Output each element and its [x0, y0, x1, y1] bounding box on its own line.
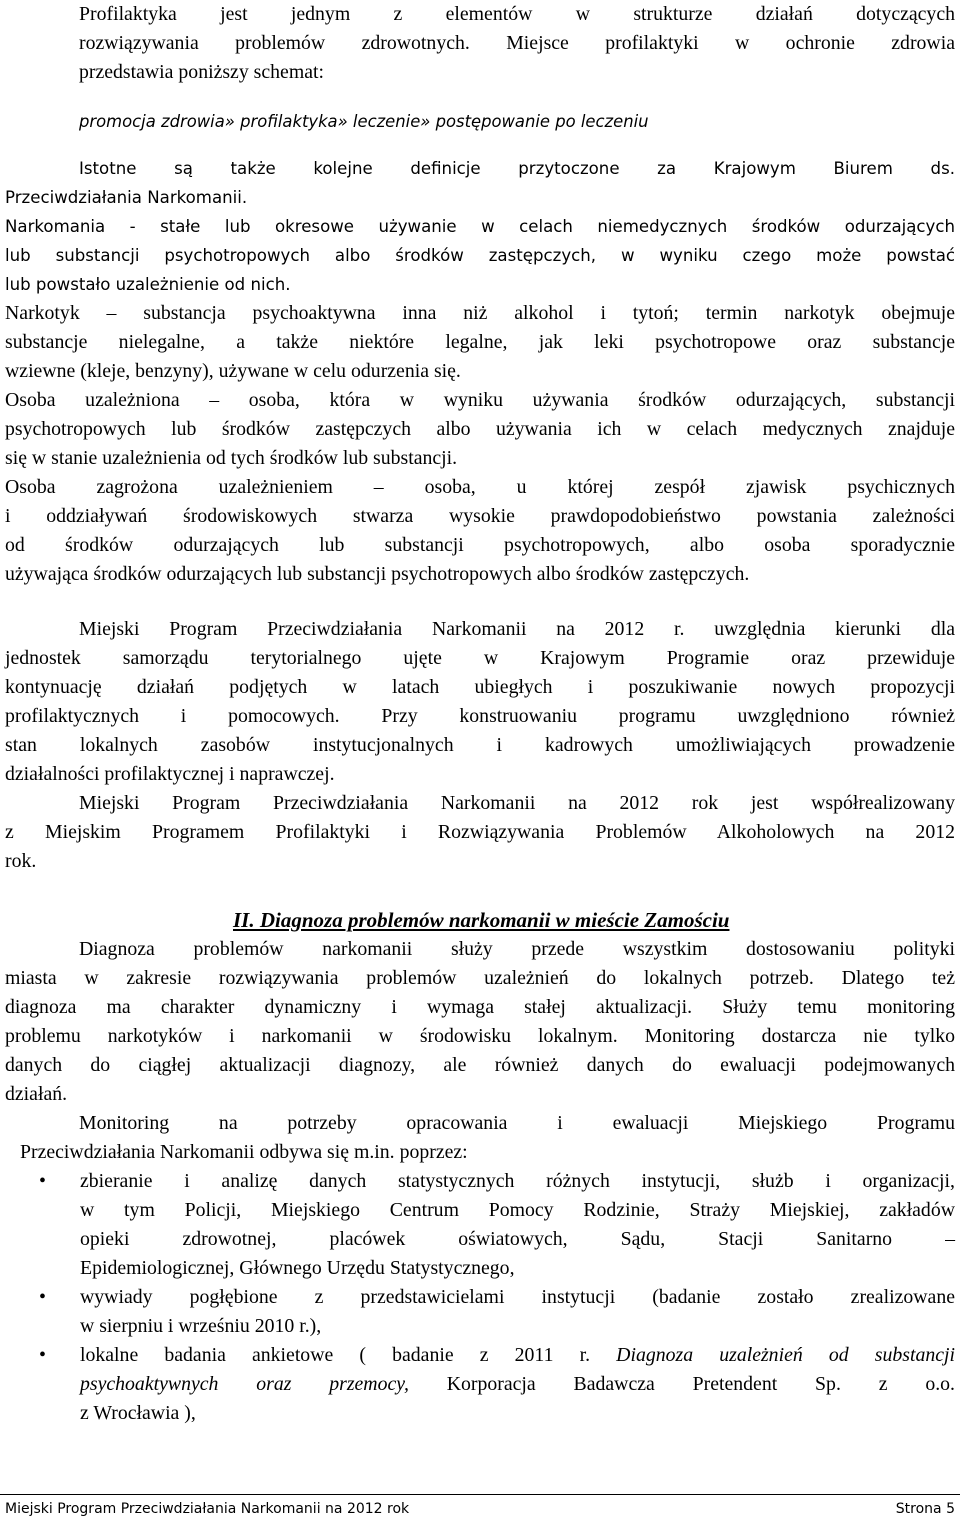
prevention-schema: promocja zdrowia» profilaktyka» leczenie» postępowanie po leczeniu	[79, 112, 649, 131]
section-heading: II. Diagnoza problemów narkomanii w mieście Zamościu	[233, 908, 730, 932]
program-paragraph-1: Miejski Program Przeciwdziałania Narkomanii na 2012 r. uwzględnia kierunki dla jednostek samorządu terytorialnego ujęte w Krajowym Programie oraz przewiduje kontynuację działań podjętych w latach ubiegłych i poszukiwanie nowych propozycji profilaktycznych i pomocowych. Przy konstruowaniu programu uwzględniono również stan lokalnych zasobów instytucjonalnych i kadrowych umożliwiających prowadzenie działalności profilaktycznej i naprawczej.	[5, 618, 955, 785]
list-item: • wywiady pogłębione z przedstawicielami instytucji (badanie zostało zrealizowane w sierpniu i wrześniu 2010 r.),	[5, 1283, 955, 1341]
intro-paragraph: Profilaktyka jest jednym z elementów w strukturze działań dotyczących rozwiązywania problemów zdrowotnych. Miejsce profilaktyki w ochronie zdrowia przedstawia poniższy schemat:	[79, 3, 955, 83]
definition-narkomania: Narkomania - stałe lub okresowe używanie w celach niemedycznych środków odurzających lub substancji psychotropowych albo środków zastępczych, w wyniku czego może powstać lub powstało uzależnienie od nich.	[5, 217, 955, 294]
spacer	[5, 589, 955, 615]
program-paragraph-2: Miejski Program Przeciwdziałania Narkomanii na 2012 rok jest współrealizowany z Miejskim Programem Profilaktyki i Rozwiązywania Problemów Alkoholowych na 2012 rok.	[5, 792, 955, 872]
definitions-intro: Istotne są także kolejne definicje przytoczone za Krajowym Biurem ds. Przeciwdziałania Narkomanii.	[5, 159, 955, 207]
survey-title: Diagnoza uzależnień od substancji	[616, 1344, 955, 1366]
bullet-icon: •	[39, 1170, 46, 1192]
footer-title: Miejski Program Przeciwdziałania Narkomanii na 2012 rok	[5, 1501, 410, 1517]
definition-osoba-zagrozona: Osoba zagrożona uzależnieniem – osoba, u której zespół zjawisk psychicznych i oddziaływań środowiskowych stwarza wysokie prawdopodobieństwo powstania zależności od środków odurzających lub substancji psychotropowych, albo osoba sporadycznie używająca środków odurzających lub substancji psychotropowych albo środków zastępczych.	[5, 476, 955, 585]
diagnosis-paragraph-2: Monitoring na potrzeby opracowania i ewaluacji Miejskiego Programu Przeciwdziałania Narkomanii odbywa się m.in. poprzez:	[20, 1112, 955, 1163]
survey-title-cont: psychoaktywnych oraz przemocy,	[80, 1373, 409, 1395]
monitoring-methods-list	[5, 1167, 955, 1428]
diagnosis-paragraph-1: Diagnoza problemów narkomanii służy przede wszystkim dostosowaniu polityki miasta w zakresie rozwiązywania problemów uzależnień do lokalnych potrzeb. Dlatego też diagnoza ma charakter dynamiczny i wymaga stałej aktualizacji. Służy temu monitoring problemu narkotyków i narkomanii w środowisku lokalnym. Monitoring dostarcza nie tylko danych do ciągłej aktualizacji diagnozy, ale również danych do ewaluacji podejmowanych działań.	[5, 938, 955, 1105]
document-page	[5, 0, 955, 1428]
list-item: • lokalne badania ankietowe ( badanie z 2011 r. Diagnoza uzależnień od substancji psychoaktywnych oraz przemocy, Korporacja Badawcza Pretendent Sp. z o.o. z Wrocławia ),	[5, 1341, 955, 1428]
definition-narkotyk: Narkotyk – substancja psychoaktywna inna niż alkohol i tytoń; termin narkotyk obejmuje substancje nielegalne, a także niektóre legalne, jak leki psychotropowe oraz substancje wziewne (kleje, benzyny), używane w celu odurzenia się.	[5, 302, 955, 382]
definition-osoba-uzalezniona: Osoba uzależniona – osoba, która w wyniku używania środków odurzających, substancji psychotropowych lub środków zastępczych albo używania ich w celach medycznych znajduje się w stanie uzależnienia od tych środków lub substancji.	[5, 389, 955, 469]
bullet-icon: •	[39, 1286, 46, 1308]
page-number: Strona 5	[895, 1501, 955, 1517]
bullet-icon: •	[39, 1344, 46, 1366]
page-footer	[0, 1494, 960, 1523]
list-item: • zbieranie i analizę danych statystycznych różnych instytucji, służb i organizacji, w tym Policji, Miejskiego Centrum Pomocy Rodzinie, Straży Miejskiej, zakładów opieki zdrowotnej, placówek oświatowych, Sądu, Stacji Sanitarno – Epidemiologicznej, Głównego Urzędu Statystycznego,	[5, 1167, 955, 1283]
